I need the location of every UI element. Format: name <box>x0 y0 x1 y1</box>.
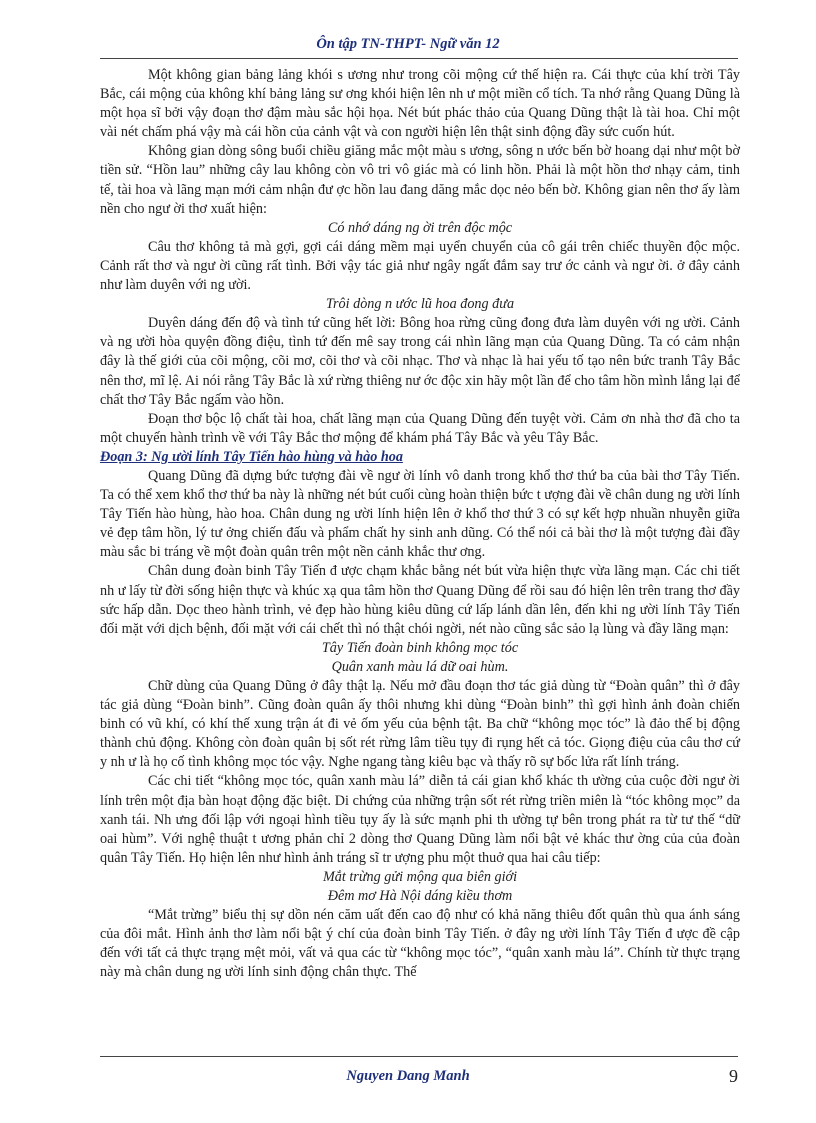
poem-line: Đêm mơ Hà Nội dáng kiều thơm <box>327 888 513 905</box>
poem-line: Trôi dòng n ước lũ hoa đong đưa <box>325 296 515 313</box>
body-paragraph: “Mắt trừng” biểu thị sự dồn nén căm uất đến cao độ như có khả năng thiêu đốt quân thù qua ánh sáng của đôi mắt. Hình ảnh thơ làm nổi bật ý chí của đoàn binh Tây Tiến. ở đây ng ười lính Tây Tiến đ ược đề cập đến với tất cả thực trạng mệt mỏi, vất vả qua các từ “không mọc tóc”, “quân xanh màu lá”. Chính từ thực trạng này mà chân dung ng ười lính sinh động chân thực. Thế <box>100 907 740 981</box>
body-paragraph: Chân dung đoàn binh Tây Tiến đ ược chạm khắc bằng nét bút vừa hiện thực vừa lãng mạn. Các chi tiết nh ư lấy từ đời sống hiện thực và khúc xạ qua tâm hồn thơ Quang Dũng để rồi sau đó hiện lên trên trang thơ đầy sức hấp dẫn. Dọc theo hành trình, vẻ đẹp hào hùng kiêu dũng cứ lấp lánh dần lên, đến khi ng ười lính Tây Tiến đối mặt với dịch bệnh, đối mặt với cái chết thì nó thật chói ngời, nét nào cũng sắc sảo lạ lùng và đầy lãng mạn: <box>100 563 740 637</box>
page-header-title: Ôn tập TN-THPT- Ngữ văn 12 <box>316 36 500 52</box>
section-heading: Đoạn 3: Ng ười lính Tây Tiến hào hùng và hào hoa <box>100 448 403 465</box>
poem-line: Mắt trừng gửi mộng qua biên giới <box>322 868 518 885</box>
poem-line: Có nhớ dáng ng ời trên độc mộc <box>327 219 513 236</box>
body-paragraph: Chữ dùng của Quang Dũng ở đây thật lạ. Nếu mở đầu đoạn thơ tác giả dùng từ “Đoàn quân” thì ở đây tác giả dùng “Đoàn binh”. Cũng đoàn quân ấy thôi nhưng khi dùng “Đoàn binh” thì gợi hình ảnh đoàn chiến binh có vũ khí, có khí thế xung trận át đi vẻ ốm yếu của bệnh tật. Ba chữ “không mọc tóc” là đảo thế bị động thành chủ động. Không còn đoàn quân bị sốt rét rừng lâm tiều tụy đi rụng hết cả tóc. Giọng điệu của câu thơ cứ y nh ư là họ cố tình không mọc tóc vậy. Nghe ngang tàng kiêu bạc và thấy rõ sự bốc lửa rất lính tráng. <box>100 678 740 771</box>
body-paragraph: Các chi tiết “không mọc tóc, quân xanh màu lá” diễn tả cái gian khổ khác th ường của cuộc đời ngư ời lính trên một địa bàn hoạt động đặc biệt. Di chứng của những trận sốt rét rừng triền miên là “tóc không mọc” da xanh tái. Nh ưng đối lập với ngoại hình tiều tụy ấy là sức mạnh phi th ường tự bên trong phát ra từ tư thế “dữ oai hùm”. Với nghệ thuật t ương phản chỉ 2 dòng thơ Quang Dũng làm nổi bật vẻ khác thư ờng của của đoàn quân Tây Tiến. Họ hiện lên như hình ảnh tráng sĩ tr ượng phu một thuở qua hai câu tiếp: <box>100 773 740 866</box>
document-body <box>100 66 740 983</box>
poem-line: Quân xanh màu lá dữ oai hùm. <box>331 658 509 675</box>
body-paragraph: Câu thơ không tả mà gợi, gợi cái dáng mềm mại uyển chuyển của cô gái trên chiếc thuyền độc mộc. Cảnh rất thơ và ngư ời cũng rất tình. Bởi vậy tác giả như ngây ngất đắm say trư ớc cảnh và ngư ời. ở đây cảnh như làm duyên với ng ười. <box>100 238 740 294</box>
body-paragraph: Không gian dòng sông buổi chiều giăng mắc một màu s ương, sông n ước bến bờ hoang dại như một bờ tiền sử. “Hồn lau” những cây lau không còn vô tri vô giác mà có linh hồn. Phải là một hồn thơ nhạy cảm, tinh tế, tài hoa và lãng mạn mới cảm nhận đư ợc hồn lau đang dăng mắc dọc nẻo bến bờ. Không gian nên thơ ấy làm nền cho ngư ời thơ xuất hiện: <box>100 143 740 217</box>
footer-author: Nguyen Dang Manh <box>346 1068 470 1084</box>
poem-line: Tây Tiến đoàn binh không mọc tóc <box>321 639 519 656</box>
page-number: 9 <box>729 1066 738 1086</box>
footer-rule <box>100 1056 738 1057</box>
body-paragraph: Một không gian bảng lảng khói s ương như trong cõi mộng cứ thế hiện ra. Cái thực của khí trời Tây Bắc, cái mộng của không khí bảng lảng sư ơng khói hiện lên nh ư một miền cổ tích. Ta nhớ rằng Quang Dũng là một họa sĩ bởi vậy đoạn thơ đậm màu sắc hội họa. Nét bút phác thảo của Quang Dũng thật là tài hoa. Chỉ một vài nét chấm phá vậy mà cái hồn của cảnh vật và con người hiện lên thật sinh động đầy sức cuốn hút. <box>100 67 740 141</box>
body-paragraph: Quang Dũng đã dựng bức tượng đài về ngư ời lính vô danh trong khổ thơ thứ ba của bài thơ Tây Tiến. Ta có thể xem khổ thơ thứ ba này là những nét bút cuối cùng hoàn thiện bức t ượng đài về chân dung ng ười lính Tây Tiến hào hùng, hào hoa. Chân dung ng ười lính hiện lên ở khổ thơ thứ 3 có sự kết hợp nhuần nhuyễn giữa vẻ đẹp tâm hồn, lý tư ởng chiến đấu và phẩm chất hy sinh anh dũng. Có thể nói cả bài thơ là một tượng đài đầy màu sắc bi tráng về một đoàn quân trên một nền cảnh khắc thư ơng. <box>100 467 740 561</box>
body-paragraph: Duyên dáng đến độ và tình tứ cũng hết lời: Bông hoa rừng cũng đong đưa làm duyên với ng ười. Cảnh và ng ười hòa quyện đồng điệu, tình tứ đến mê say trong cái nhìn lãng mạn của Quang Dũng. Ta có cảm nhận đây là thế giới của cõi mộng, cõi mơ, cõi thơ và cõi nhạc. Thơ và nhạc là hai yếu tố tạo nên bức tranh Tây Bắc nên thơ, mĩ lệ. Ai nói rằng Tây Bắc là xứ rừng thiêng nư ớc độc xin hãy một lần để cho tâm hồn mình lắng lại để chất thơ Tây Bắc ngấm vào hồn. <box>100 315 740 408</box>
body-paragraph: Đoạn thơ bộc lộ chất tài hoa, chất lãng mạn của Quang Dũng đến tuyệt vời. Cảm ơn nhà thơ đã cho ta một chuyến hành trình về với Tây Bắc thơ mộng để khám phá Tây Bắc và yêu Tây Bắc. <box>100 410 740 446</box>
header-rule <box>100 58 738 59</box>
